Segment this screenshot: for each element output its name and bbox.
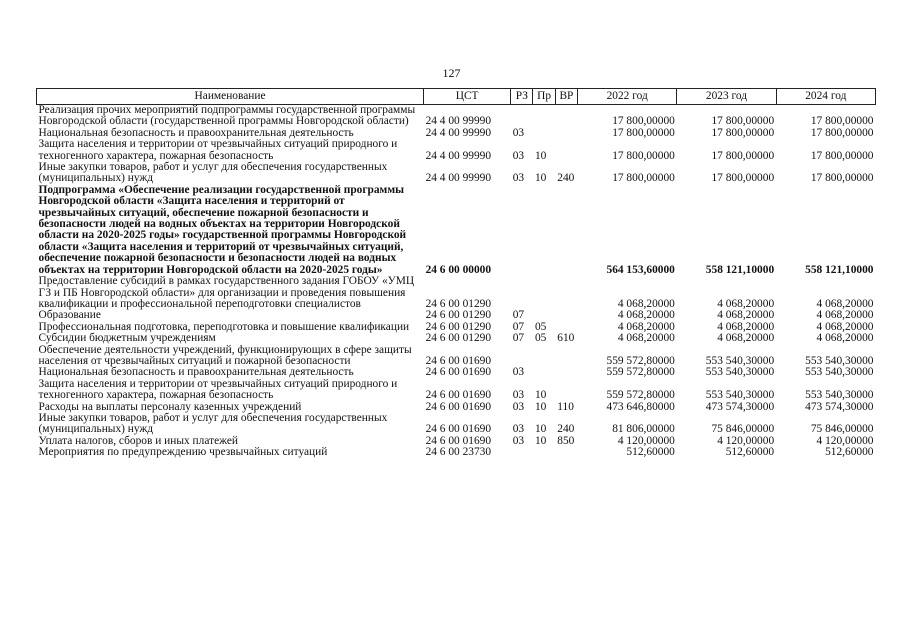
header-rz: РЗ <box>511 89 533 105</box>
cell-cst: 24 6 00 01290 <box>425 332 492 345</box>
cell-cst: 24 4 00 99990 <box>425 172 492 185</box>
cell-rz: 03 <box>512 389 525 402</box>
header-2024: 2024 год <box>776 89 875 105</box>
cell-2023: 553 540,30000 <box>705 354 775 367</box>
cell-2024: 4 068,20000 <box>816 309 874 322</box>
cell-2023: 17 800,00000 <box>711 149 775 162</box>
cell-pr <box>533 128 555 139</box>
cell-cst: 24 4 00 99990 <box>425 115 492 128</box>
cell-rz <box>511 345 533 368</box>
cell-2023: 17 800,00000 <box>711 172 775 185</box>
cell-name: Иные закупки товаров, работ и услуг для обеспечения государственных (муниципальных) нужд <box>38 411 388 436</box>
cell-cst: 24 6 00 01690 <box>425 389 492 402</box>
table-row <box>37 379 876 402</box>
cell-2023: 75 846,00000 <box>711 423 775 436</box>
page-number: 127 <box>442 66 461 80</box>
cell-name: Национальная безопасность и правоохранительная деятельность <box>38 126 354 139</box>
cell-vr <box>555 379 577 402</box>
cell-cst: 24 6 00 01290 <box>425 297 492 310</box>
cell-name: Профессиональная подготовка, переподготовка и повышение квалификации <box>38 320 410 333</box>
cell-vr <box>555 128 577 139</box>
cell-2022: 4 068,20000 <box>617 297 675 310</box>
cell-pr <box>533 447 555 458</box>
table-row <box>37 310 876 321</box>
cell-pr <box>533 367 555 378</box>
cell-2024: 473 574,30000 <box>805 400 874 413</box>
cell-pr <box>533 276 555 310</box>
cell-2023: 473 574,30000 <box>705 400 775 413</box>
cell-rz <box>511 276 533 310</box>
cell-2022: 17 800,00000 <box>612 149 675 162</box>
cell-2022: 4 068,20000 <box>617 309 675 322</box>
cell-vr <box>555 105 577 128</box>
cell-name: Реализация прочих мероприятий подпрограммы государственной программы Новгородской области (государственной программы Новгородской области) <box>38 104 416 128</box>
cell-rz: 03 <box>512 366 525 379</box>
cell-vr: 240 <box>557 172 575 185</box>
cell-2024: 17 800,00000 <box>810 149 874 162</box>
cell-2024: 558 121,10000 <box>805 263 874 276</box>
cell-vr <box>555 367 577 378</box>
cell-rz: 07 <box>512 332 525 345</box>
cell-pr: 10 <box>534 172 547 185</box>
cell-vr: 110 <box>557 400 574 413</box>
budget-table <box>36 88 876 459</box>
cell-2022: 4 068,20000 <box>617 332 675 345</box>
header-2023: 2023 год <box>677 89 776 105</box>
cell-2022: 473 646,80000 <box>606 400 675 413</box>
cell-rz: 03 <box>512 149 525 162</box>
cell-vr <box>555 447 577 458</box>
cell-name: Иные закупки товаров, работ и услуг для обеспечения государственных (муниципальных) нужд <box>38 161 388 185</box>
cell-cst: 24 6 00 01690 <box>425 354 492 367</box>
cell-rz: 03 <box>512 172 525 185</box>
cell-pr <box>533 345 555 368</box>
cell-2022: 559 572,80000 <box>606 389 675 402</box>
cell-2022: 17 800,00000 <box>612 172 675 185</box>
cell-2023: 512,60000 <box>725 446 775 459</box>
cell-vr <box>555 310 577 321</box>
cell-2023: 553 540,30000 <box>705 389 775 402</box>
cell-2024: 17 800,00000 <box>810 172 874 185</box>
cell-2023: 4 120,00000 <box>717 434 775 447</box>
cell-cst: 24 6 00 01690 <box>425 434 492 447</box>
cell-name: Защита населения и территории от чрезвычайных ситуаций природного и техногенного характера, пожарная безопасность <box>38 377 398 402</box>
cell-vr <box>555 345 577 368</box>
cell-2024: 553 540,30000 <box>805 354 874 367</box>
cell-name: Мероприятия по предупреждению чрезвычайных ситуаций <box>38 446 328 459</box>
cell-vr <box>555 276 577 310</box>
cell-pr: 10 <box>534 389 547 402</box>
cell-rz <box>511 185 533 276</box>
cell-2024: 4 068,20000 <box>816 297 874 310</box>
cell-cst: 24 4 00 99990 <box>425 126 492 139</box>
cell-name: Субсидии бюджетным учреждениям <box>38 332 216 345</box>
table-row <box>37 447 876 458</box>
cell-2022: 559 572,80000 <box>606 366 675 379</box>
cell-cst: 24 6 00 01290 <box>425 320 492 333</box>
cell-pr: 10 <box>534 149 547 162</box>
cell-cst: 24 4 00 99990 <box>425 149 492 162</box>
cell-name: Национальная безопасность и правоохранительная деятельность <box>38 366 354 379</box>
cell-2024: 4 068,20000 <box>816 332 874 345</box>
cell-pr: 05 <box>534 320 547 333</box>
cell-rz <box>511 447 533 458</box>
table-row <box>37 162 876 185</box>
cell-2024: 4 120,00000 <box>816 434 874 447</box>
cell-name: Образование <box>38 309 101 322</box>
cell-2023: 553 540,30000 <box>705 366 775 379</box>
cell-2024: 553 540,30000 <box>805 389 874 402</box>
header-pr: Пр <box>533 89 555 105</box>
cell-vr: 850 <box>557 434 575 447</box>
header-name: Наименование <box>37 89 424 105</box>
header-cst: ЦСТ <box>424 89 511 105</box>
cell-name: Уплата налогов, сборов и иных платежей <box>38 434 238 447</box>
cell-rz: 07 <box>512 320 525 333</box>
table-row <box>37 139 876 162</box>
table-row <box>37 413 876 436</box>
cell-name: Защита населения и территории от чрезвычайных ситуаций природного и техногенного характера, пожарная безопасность <box>38 138 398 162</box>
table-row <box>37 185 876 276</box>
table-row <box>37 333 876 344</box>
cell-2024: 4 068,20000 <box>816 320 874 333</box>
header-vr: ВР <box>555 89 577 105</box>
cell-2023: 4 068,20000 <box>717 309 775 322</box>
cell-2022: 81 806,00000 <box>612 423 675 436</box>
cell-2023: 4 068,20000 <box>717 320 775 333</box>
cell-pr <box>533 310 555 321</box>
cell-2024: 17 800,00000 <box>810 115 874 128</box>
cell-rz: 07 <box>512 309 525 322</box>
table-header-row <box>37 89 876 105</box>
cell-2022: 564 153,60000 <box>606 263 675 276</box>
cell-2023: 17 800,00000 <box>711 126 775 139</box>
cell-rz: 03 <box>512 126 525 139</box>
table-row <box>37 345 876 368</box>
cell-rz <box>511 105 533 128</box>
cell-vr: 240 <box>557 423 575 436</box>
cell-name: Обеспечение деятельности учреждений, функционирующих в сфере защиты населения от чрезвычайных ситуаций и пожарной безопасности <box>38 343 412 367</box>
cell-pr: 05 <box>534 332 547 345</box>
cell-cst: 24 6 00 01690 <box>425 366 492 379</box>
cell-pr: 10 <box>534 423 547 436</box>
cell-2024: 553 540,30000 <box>805 366 874 379</box>
cell-2022: 559 572,80000 <box>606 354 675 367</box>
cell-rz: 03 <box>512 400 525 413</box>
cell-name: Расходы на выплаты персоналу казенных учреждений <box>38 400 302 413</box>
cell-2023: 4 068,20000 <box>717 297 775 310</box>
cell-2023: 4 068,20000 <box>717 332 775 345</box>
cell-2022: 4 068,20000 <box>617 320 675 333</box>
cell-pr <box>533 105 555 128</box>
cell-pr: 10 <box>534 400 547 413</box>
cell-name: Предоставление субсидий в рамках государственного задания ГОБОУ «УМЦ ГЗ и ПБ Новгородской области» для организации и проведения повышения квалификации и профессиональной переподготовки специалистов <box>38 275 415 310</box>
cell-2022: 512,60000 <box>626 446 675 459</box>
cell-2022: 17 800,00000 <box>612 115 675 128</box>
table-row <box>37 105 876 128</box>
cell-2023: 17 800,00000 <box>711 115 775 128</box>
cell-cst: 24 6 00 01690 <box>425 423 492 436</box>
cell-rz: 03 <box>512 434 525 447</box>
cell-2024: 17 800,00000 <box>810 126 874 139</box>
cell-name: Подпрограмма «Обеспечение реализации государственной программы Новгородской области «Защита населения и территорий от чрезвычайных ситуаций, обеспечение пожарной безопасности и безопасности людей на водных объектах на территории Новгородской области на 2020-2025 годы» государственной программы Новгородской области «Защита населения и территорий от чрезвычайных ситуаций, обеспечение пожарной безопасности и безопасности людей на водных объектах на территории Новгородской области на 2020-2025 годы» <box>38 183 407 276</box>
cell-2022: 4 120,00000 <box>617 434 675 447</box>
cell-cst: 24 6 00 01690 <box>425 400 492 413</box>
cell-cst: 24 6 00 23730 <box>425 446 492 459</box>
cell-pr: 10 <box>534 434 547 447</box>
header-2022: 2022 год <box>578 89 677 105</box>
cell-2023: 558 121,10000 <box>705 263 775 276</box>
cell-vr <box>555 139 577 162</box>
cell-2024: 512,60000 <box>825 446 874 459</box>
cell-vr: 610 <box>557 332 575 345</box>
cell-2024: 75 846,00000 <box>810 423 874 436</box>
cell-cst: 24 6 00 00000 <box>425 263 492 276</box>
cell-vr <box>555 185 577 276</box>
cell-2022: 17 800,00000 <box>612 126 675 139</box>
cell-rz: 03 <box>512 423 525 436</box>
table-row <box>37 276 876 310</box>
table-body <box>37 105 876 459</box>
cell-pr <box>533 185 555 276</box>
cell-cst: 24 6 00 01290 <box>425 309 492 322</box>
